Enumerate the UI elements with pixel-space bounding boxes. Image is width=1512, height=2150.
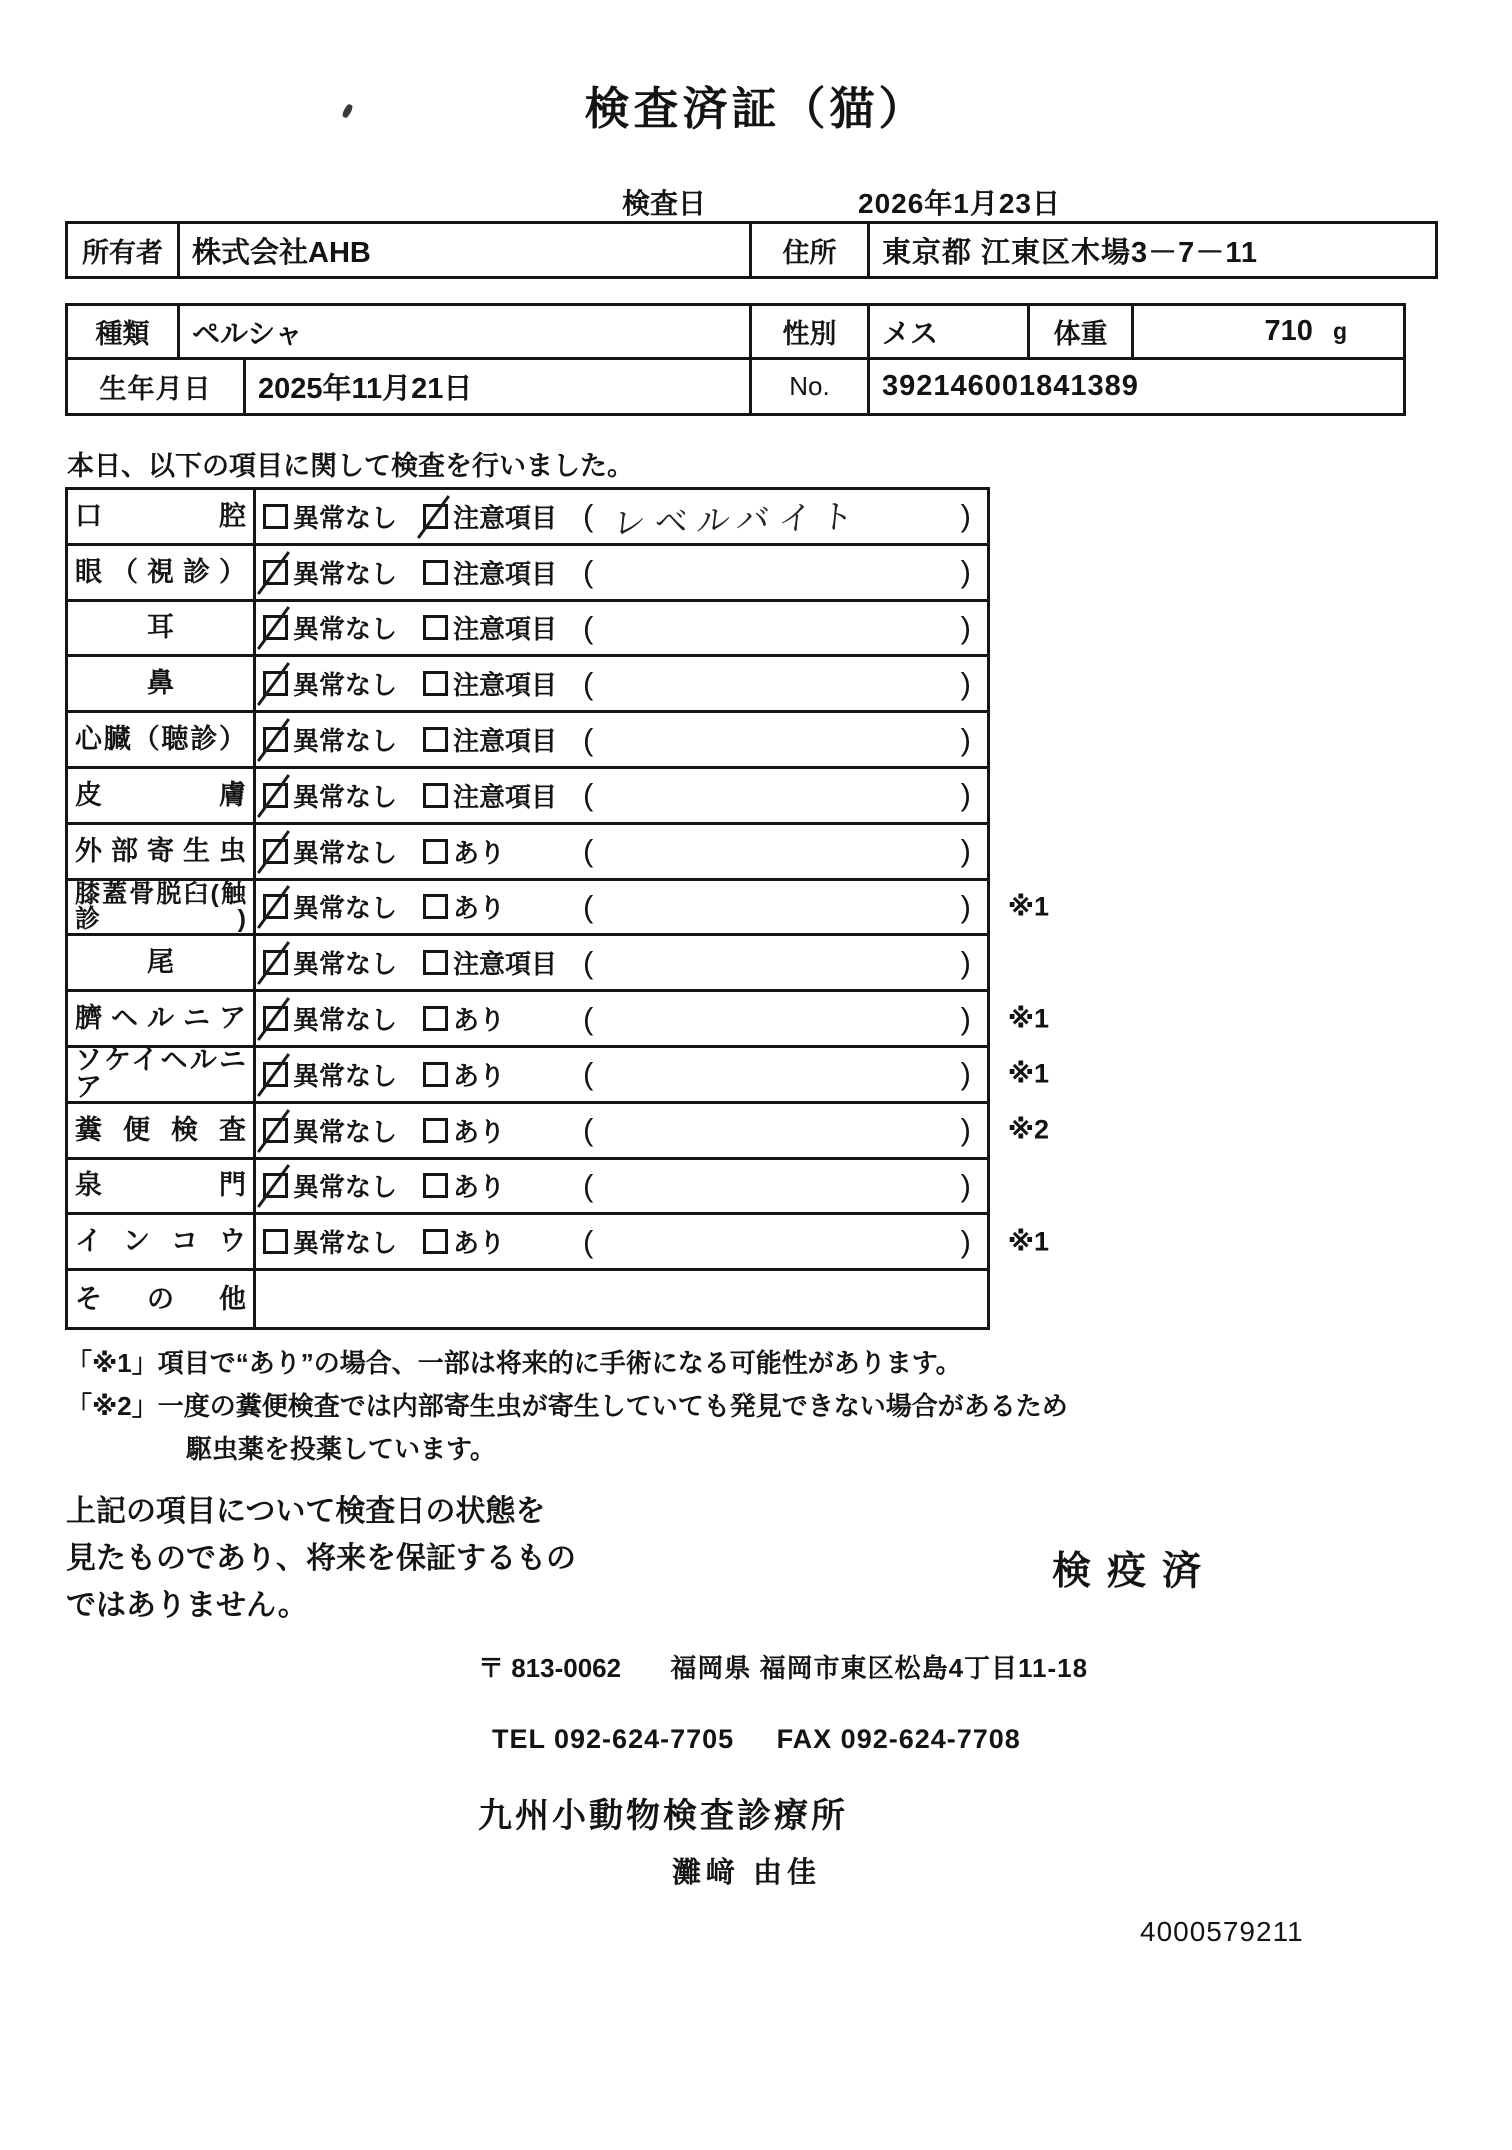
flag-option-label: 注意項目 bbox=[453, 670, 558, 701]
inspection-item-label: 泉門 bbox=[75, 1170, 246, 1201]
inspection-row bbox=[68, 1104, 1049, 1160]
paren-open-icon: ( bbox=[583, 777, 594, 813]
flag-checkbox bbox=[423, 1062, 448, 1087]
normal-option bbox=[263, 1056, 413, 1093]
paren-close-icon: ) bbox=[960, 554, 971, 590]
flag-option-label: あり bbox=[453, 1116, 506, 1147]
normal-checkbox bbox=[263, 950, 288, 975]
normal-option bbox=[263, 554, 413, 591]
normal-option bbox=[263, 1112, 413, 1149]
sex-label: 性別 bbox=[752, 306, 870, 357]
paren-open-icon: ( bbox=[583, 1223, 594, 1259]
paren-close-icon: ) bbox=[960, 665, 971, 701]
paren-close-icon: ) bbox=[960, 888, 971, 924]
normal-checkbox bbox=[263, 783, 288, 808]
paren-open-icon: ( bbox=[583, 1000, 594, 1036]
inspection-row bbox=[68, 1271, 987, 1327]
normal-option-label: 異常なし bbox=[293, 1228, 398, 1259]
handwritten-note bbox=[593, 679, 960, 689]
flag-option-label: あり bbox=[453, 1005, 506, 1036]
inspection-row bbox=[68, 879, 1049, 937]
inspection-item-label: 皮膚 bbox=[75, 779, 246, 810]
page-title: 検査済証（猫） bbox=[584, 83, 928, 134]
paren-open-icon: ( bbox=[583, 944, 594, 980]
flag-option-label: 注意項目 bbox=[453, 502, 558, 533]
inspection-row bbox=[68, 713, 987, 769]
sex-value: メス bbox=[870, 306, 1030, 357]
flag-checkbox bbox=[423, 839, 448, 864]
inspection-date-label: 検査日 bbox=[622, 188, 707, 219]
animal-row-1 bbox=[68, 306, 1403, 360]
clinic-postal-code: 〒 813-0062 bbox=[478, 1653, 622, 1683]
handwritten-note bbox=[593, 1237, 960, 1247]
handwritten-note bbox=[593, 958, 960, 968]
disclaimer-line-2: 見たものであり、将来を保証するもの bbox=[66, 1542, 576, 1575]
flag-option bbox=[423, 721, 573, 758]
intro-sentence: 本日、以下の項目に関して検査を行いました。 bbox=[67, 451, 634, 481]
flag-option bbox=[423, 1223, 573, 1260]
flag-checkbox bbox=[423, 1173, 448, 1198]
quarantine-stamp: 検疫済 bbox=[1052, 1550, 1218, 1593]
footnote-mark: ※1 bbox=[1007, 891, 1049, 922]
flag-option bbox=[423, 833, 573, 870]
address-label: 住所 bbox=[752, 224, 870, 276]
flag-checkbox bbox=[423, 727, 448, 752]
birth-date-value: 2025年11月21日 bbox=[246, 360, 752, 413]
paren-open-icon: ( bbox=[583, 498, 594, 534]
disclaimer-line-3: ではありません。 bbox=[66, 1589, 308, 1622]
inspection-item-label: 臍ヘルニア bbox=[75, 1003, 246, 1034]
inspection-item-label: インコウ bbox=[75, 1226, 246, 1257]
inspection-item-label: 糞便検査 bbox=[75, 1114, 246, 1145]
normal-option bbox=[263, 1223, 413, 1260]
clinic-telfax-line bbox=[492, 1724, 1021, 1755]
normal-checkbox bbox=[263, 504, 288, 529]
normal-option-label: 異常なし bbox=[293, 614, 398, 645]
flag-checkbox bbox=[423, 671, 448, 696]
weight-unit: g bbox=[1332, 318, 1347, 344]
flag-checkbox bbox=[423, 783, 448, 808]
inspection-row bbox=[68, 769, 987, 825]
veterinarian-name: 灘﨑 由佳 bbox=[672, 1857, 822, 1889]
flag-checkbox bbox=[423, 1229, 448, 1254]
flag-option-label: あり bbox=[453, 1060, 506, 1091]
inspection-row bbox=[68, 490, 987, 546]
disclaimer-line-1: 上記の項目について検査日の状態を bbox=[66, 1495, 546, 1528]
flag-option-label: あり bbox=[453, 1228, 506, 1259]
clinic-tel: TEL 092-624-7705 bbox=[492, 1724, 735, 1754]
paren-close-icon: ) bbox=[960, 1223, 971, 1259]
paren-open-icon: ( bbox=[583, 609, 594, 645]
normal-checkbox bbox=[263, 1229, 288, 1254]
flag-option-label: あり bbox=[453, 837, 506, 868]
handwritten-note bbox=[593, 902, 960, 912]
species-label: 種類 bbox=[68, 306, 180, 357]
footnote-1: 「※1」項目で“あり”の場合、一部は将来的に手術になる可能性があります。 bbox=[66, 1348, 962, 1378]
normal-checkbox bbox=[263, 1118, 288, 1143]
inspection-item-label: 膝蓋骨脱臼(触診) bbox=[75, 879, 246, 933]
paren-close-icon: ) bbox=[960, 1167, 971, 1203]
normal-option bbox=[263, 665, 413, 702]
normal-option bbox=[263, 944, 413, 981]
paren-open-icon: ( bbox=[583, 833, 594, 869]
animal-table bbox=[65, 303, 1406, 416]
normal-option-label: 異常なし bbox=[293, 558, 398, 589]
weight-number: 710 bbox=[1264, 315, 1313, 347]
flag-option bbox=[423, 1167, 573, 1204]
flag-checkbox bbox=[423, 615, 448, 640]
handwritten-note bbox=[593, 1125, 960, 1135]
normal-checkbox bbox=[263, 839, 288, 864]
inspection-row bbox=[68, 602, 987, 658]
paren-open-icon: ( bbox=[583, 888, 594, 924]
flag-option bbox=[423, 1000, 573, 1037]
normal-checkbox bbox=[263, 1062, 288, 1087]
footnote-mark: ※1 bbox=[1007, 1226, 1049, 1257]
inspection-row bbox=[68, 1215, 1049, 1271]
flag-option-label: 注意項目 bbox=[453, 781, 558, 812]
weight-label: 体重 bbox=[1030, 306, 1134, 357]
normal-option-label: 異常なし bbox=[293, 502, 398, 533]
flag-option-label: あり bbox=[453, 893, 506, 924]
flag-option-label: 注意項目 bbox=[453, 949, 558, 980]
inspection-item-label: 外部寄生虫 bbox=[75, 835, 246, 866]
footnote-mark: ※1 bbox=[1007, 1003, 1049, 1034]
normal-checkbox bbox=[263, 1173, 288, 1198]
normal-checkbox bbox=[263, 894, 288, 919]
serial-number: 4000579211 bbox=[1140, 1916, 1304, 1947]
normal-option bbox=[263, 888, 413, 925]
clinic-fax: FAX 092-624-7708 bbox=[776, 1724, 1021, 1754]
flag-checkbox bbox=[423, 560, 448, 585]
flag-option bbox=[423, 1056, 573, 1093]
handwritten-note bbox=[593, 623, 960, 633]
normal-option-label: 異常なし bbox=[293, 837, 398, 868]
paren-open-icon: ( bbox=[583, 1112, 594, 1148]
flag-option bbox=[423, 498, 573, 535]
inspection-date-value: 2026年1月23日 bbox=[858, 188, 1062, 219]
normal-option-label: 異常なし bbox=[293, 726, 398, 757]
normal-option-label: 異常なし bbox=[293, 1005, 398, 1036]
clinic-address: 福岡県 福岡市東区松島4丁目11-18 bbox=[670, 1653, 1089, 1683]
normal-checkbox bbox=[263, 615, 288, 640]
normal-option bbox=[263, 833, 413, 870]
inspection-item-label: 心臓（聴診） bbox=[75, 724, 246, 755]
flag-option-label: 注意項目 bbox=[453, 726, 558, 757]
normal-option bbox=[263, 777, 413, 814]
birth-date-label: 生年月日 bbox=[68, 360, 246, 413]
inspection-item-label: 口腔 bbox=[75, 500, 246, 531]
flag-checkbox bbox=[423, 894, 448, 919]
owner-name: 株式会社AHB bbox=[180, 224, 752, 276]
disclaimer-block bbox=[66, 1488, 576, 1629]
paren-close-icon: ) bbox=[960, 833, 971, 869]
handwritten-note bbox=[593, 1181, 960, 1191]
inspection-row bbox=[68, 657, 987, 713]
inspection-row bbox=[68, 936, 987, 992]
inspection-item-label: ソケイヘルニア bbox=[75, 1045, 246, 1103]
owner-table bbox=[65, 221, 1438, 279]
normal-option-label: 異常なし bbox=[293, 670, 398, 701]
paren-close-icon: ) bbox=[960, 944, 971, 980]
inspection-row bbox=[68, 546, 987, 602]
flag-option bbox=[423, 944, 573, 981]
normal-option-label: 異常なし bbox=[293, 1172, 398, 1203]
paren-close-icon: ) bbox=[960, 609, 971, 645]
owner-label: 所有者 bbox=[68, 224, 180, 276]
inspection-item-label: 鼻 bbox=[147, 668, 174, 699]
normal-option-label: 異常なし bbox=[293, 949, 398, 980]
normal-option bbox=[263, 609, 413, 646]
footnote-mark: ※1 bbox=[1007, 1058, 1049, 1089]
normal-option bbox=[263, 1000, 413, 1037]
flag-option-label: 注意項目 bbox=[453, 558, 558, 589]
footnote-2-line1: 「※2」一度の糞便検査では内部寄生虫が寄生していても発見できない場合があるため bbox=[66, 1391, 1068, 1421]
normal-option-label: 異常なし bbox=[293, 1116, 398, 1147]
handwritten-note bbox=[593, 790, 960, 800]
normal-checkbox bbox=[263, 671, 288, 696]
normal-option-label: 異常なし bbox=[293, 781, 398, 812]
inspection-item-label: 耳 bbox=[147, 612, 174, 643]
handwritten-note bbox=[593, 1013, 960, 1023]
animal-row-2 bbox=[68, 360, 1403, 413]
flag-option bbox=[423, 609, 573, 646]
address-value: 東京都 江東区木場3－7－11 bbox=[882, 236, 1258, 269]
normal-option-label: 異常なし bbox=[293, 893, 398, 924]
microchip-no-value: 392146001841389 bbox=[882, 370, 1139, 402]
clinic-name: 九州小動物検査診療所 bbox=[478, 1797, 848, 1835]
paren-close-icon: ) bbox=[960, 1056, 971, 1092]
flag-option bbox=[423, 665, 573, 702]
flag-option bbox=[423, 777, 573, 814]
paren-close-icon: ) bbox=[960, 721, 971, 757]
flag-option bbox=[423, 1112, 573, 1149]
microchip-no-label: No. bbox=[752, 360, 870, 413]
inspection-row bbox=[68, 992, 1049, 1048]
normal-checkbox bbox=[263, 727, 288, 752]
normal-checkbox bbox=[263, 560, 288, 585]
paren-open-icon: ( bbox=[583, 554, 594, 590]
normal-checkbox bbox=[263, 1006, 288, 1031]
species-value: ペルシャ bbox=[180, 306, 752, 357]
paren-open-icon: ( bbox=[583, 721, 594, 757]
paren-open-icon: ( bbox=[583, 1056, 594, 1092]
flag-option-label: あり bbox=[453, 1172, 506, 1203]
flag-option bbox=[423, 888, 573, 925]
inspection-item-label: 尾 bbox=[147, 947, 174, 978]
flag-checkbox bbox=[423, 504, 448, 529]
weight-value bbox=[1134, 306, 1403, 357]
inspection-row bbox=[68, 1045, 1049, 1104]
flag-option-label: 注意項目 bbox=[453, 614, 558, 645]
inspection-item-label: その他 bbox=[75, 1283, 246, 1314]
inspection-item-label: 眼（視診） bbox=[75, 556, 246, 587]
inspection-table bbox=[65, 487, 1049, 1330]
handwritten-note: レベルバイト bbox=[611, 497, 865, 542]
handwritten-note bbox=[593, 567, 960, 577]
normal-option bbox=[263, 721, 413, 758]
inspection-row bbox=[68, 1160, 987, 1216]
paren-close-icon: ) bbox=[960, 498, 971, 534]
footnote-mark: ※2 bbox=[1007, 1114, 1049, 1145]
handwritten-note bbox=[593, 846, 960, 856]
handwritten-note bbox=[593, 1069, 960, 1079]
flag-option bbox=[423, 554, 573, 591]
paren-close-icon: ) bbox=[960, 777, 971, 813]
paren-close-icon: ) bbox=[960, 1112, 971, 1148]
flag-checkbox bbox=[423, 950, 448, 975]
footnotes-block bbox=[66, 1342, 1068, 1471]
clinic-postal-line bbox=[478, 1648, 1088, 1685]
footnote-2-line2: 駆虫薬を投薬しています。 bbox=[186, 1434, 496, 1464]
flag-checkbox bbox=[423, 1006, 448, 1031]
paren-close-icon: ) bbox=[960, 1000, 971, 1036]
normal-option-label: 異常なし bbox=[293, 1060, 398, 1091]
flag-checkbox bbox=[423, 1118, 448, 1143]
normal-option bbox=[263, 1167, 413, 1204]
paren-open-icon: ( bbox=[583, 1167, 594, 1203]
paren-open-icon: ( bbox=[583, 665, 594, 701]
inspection-row bbox=[68, 825, 987, 881]
handwritten-note bbox=[593, 734, 960, 744]
normal-option bbox=[263, 498, 413, 535]
